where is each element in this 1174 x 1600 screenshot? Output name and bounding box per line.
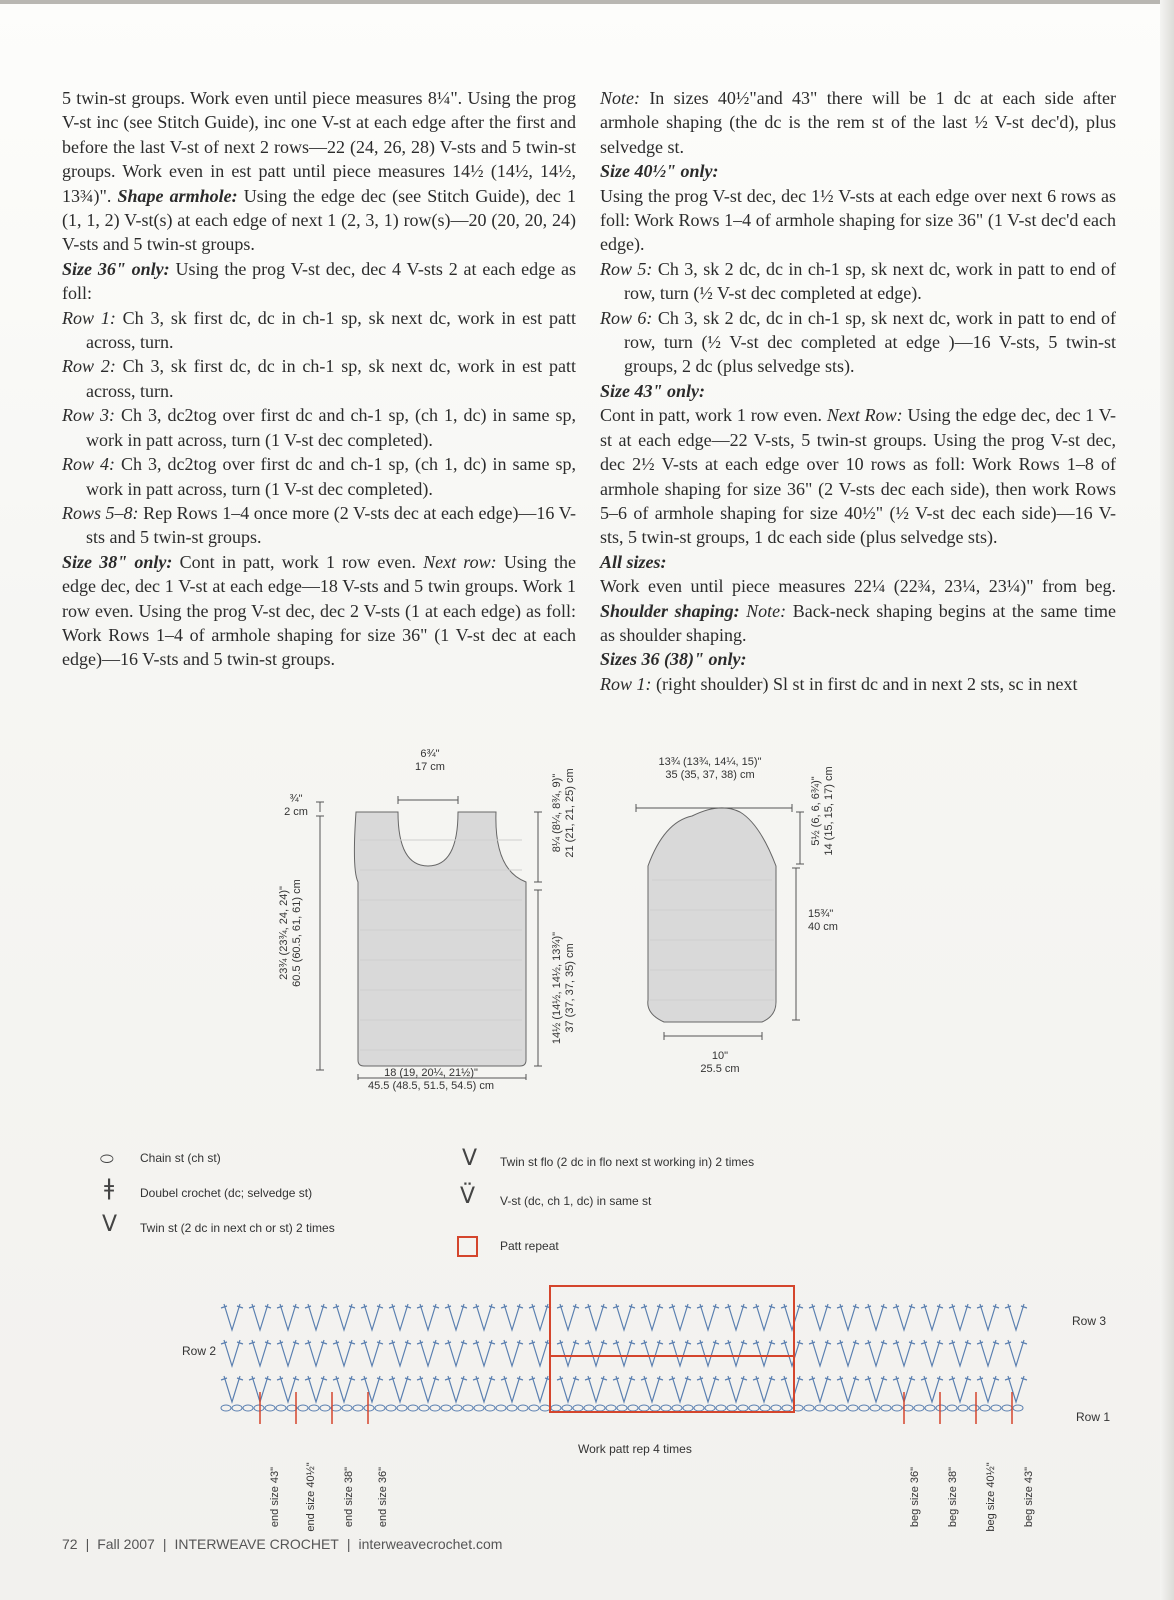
v-stitch xyxy=(837,1376,859,1402)
instruction-row: Row 3: Ch 3, dc2tog over first dc and ch-1 sp, (ch 1, dc) in same sp, work in patt across, turn (1 V-st dec completed). xyxy=(62,405,577,450)
v-stitch xyxy=(277,1304,299,1330)
stitch-chart xyxy=(220,1284,1060,1454)
v-stitch xyxy=(697,1340,719,1366)
v-stitch xyxy=(725,1340,747,1366)
v-stitch xyxy=(921,1304,943,1330)
v-stitch xyxy=(753,1376,775,1402)
chain-stitch xyxy=(397,1405,407,1411)
v-stitch xyxy=(305,1304,327,1330)
chain-stitch xyxy=(969,1405,979,1411)
v-stitch xyxy=(613,1376,635,1402)
legend-chain: Chain st (ch st) xyxy=(140,1151,221,1165)
sleeve-schematic xyxy=(620,780,820,1050)
chain-stitch xyxy=(518,1405,528,1411)
chain-stitch xyxy=(1002,1405,1012,1411)
chain-stitch xyxy=(705,1405,715,1411)
neck-width-label: 6¾" 17 cm xyxy=(415,748,445,773)
footer-url: interweavecrochet.com xyxy=(358,1536,503,1552)
shoulder-label: ¾" 2 cm xyxy=(284,793,308,818)
v-stitch xyxy=(977,1340,999,1366)
chain-stitch xyxy=(441,1405,451,1411)
size-heading: Sizes 36 (38)" only: xyxy=(600,649,747,670)
chain-stitch xyxy=(232,1405,242,1411)
sleeve-cap-label: 5½ (6, 6, 6¾)" 14 (15, 15, 17) cm xyxy=(810,766,835,856)
v-st-icon: V̈ xyxy=(460,1184,476,1209)
v-stitch xyxy=(361,1376,383,1402)
legend-twin-flo: Twin st flo (2 dc in flo next st working in) 2 times xyxy=(500,1155,755,1169)
end-size-label: end size 43" xyxy=(269,1466,281,1528)
v-stitch xyxy=(445,1304,467,1330)
v-stitch xyxy=(305,1340,327,1366)
chain-stitch xyxy=(782,1405,792,1411)
side-length-label: 14½ (14½, 14½, 13¾)" 37 (37, 37, 35) cm xyxy=(551,931,576,1045)
chain-stitch xyxy=(474,1405,484,1411)
chain-stitch xyxy=(848,1405,858,1411)
chain-stitch xyxy=(342,1405,352,1411)
v-stitch xyxy=(725,1376,747,1402)
v-stitch xyxy=(949,1304,971,1330)
v-stitch xyxy=(865,1376,887,1402)
sleeve-shape xyxy=(648,808,776,1022)
chain-stitch xyxy=(738,1405,748,1411)
beg-size-label: beg size 36" xyxy=(909,1466,921,1528)
repeat-label: Work patt rep 4 times xyxy=(578,1442,692,1456)
end-size-label: end size 40½" xyxy=(305,1462,317,1532)
chain-stitch xyxy=(958,1405,968,1411)
chain-stitch xyxy=(771,1405,781,1411)
v-stitch xyxy=(333,1304,355,1330)
paragraph: Cont in patt, work 1 row even. Next Row: Using the edge dec, dec 1 V-st at each edge—22 V-sts, 5 twin-st groups. Using the prog V-st dec, dec 2½ V-sts at each edge over 10 rows as foll: Work Rows 1–8 of armhole shaping for size 36" (2 V-sts dec each side), then work Rows 5–6 of armhole shaping for size 40½" (½ V-st dec each side)—16 V-sts, 5 twin-st groups, 1 dc each side (plus selvedge sts). xyxy=(600,405,1117,548)
sleeve-top-label: 13¾ (13¾, 14¼, 15)" 35 (35, 37, 38) cm xyxy=(658,756,762,781)
instruction-row: Row 1: Ch 3, sk first dc, dc in ch-1 sp, sk next dc, work in est patt across, turn. xyxy=(62,307,576,353)
v-stitch xyxy=(921,1340,943,1366)
v-stitch xyxy=(333,1376,355,1402)
chain-stitch xyxy=(837,1405,847,1411)
v-stitch xyxy=(697,1376,719,1402)
chain-stitch xyxy=(947,1405,957,1411)
beg-size-label: beg size 40½" xyxy=(985,1462,997,1532)
v-stitch xyxy=(669,1304,691,1330)
paragraph: Note: In sizes 40½"and 43" there will be 1 dc at each side after armhole shaping (the dc is the rem st of the last ½ V-st dec'd), plus selvedge st. xyxy=(600,88,1117,157)
paragraph: Size 36" only: Using the prog V-st dec, dec 4 V-sts 2 at each edge as foll: xyxy=(62,258,576,304)
size-heading: Size 40½" only: xyxy=(600,161,719,182)
v-stitch xyxy=(501,1304,523,1330)
v-stitch xyxy=(613,1304,635,1330)
paragraph: Size 38" only: Cont in patt, work 1 row even. Next row: Using the edge dec, dec 1 V-st at each edge—18 V-sts and 5 twin groups. Work 1 row even. Using the prog V-st dec, dec 2 V-sts (1 at each edge) as foll: Work Rows 1–4 of armhole shaping for size 36" (1 V-st dec at each edge)—16 V-sts and 5 twin-st groups. xyxy=(62,551,577,670)
v-stitch xyxy=(557,1376,579,1402)
v-stitch xyxy=(613,1340,635,1366)
v-stitch xyxy=(753,1304,775,1330)
row-2-label: Row 2 xyxy=(182,1344,217,1358)
body-schematic xyxy=(300,780,560,1080)
v-stitch xyxy=(893,1304,915,1330)
row-1-label: Row 1 xyxy=(1076,1410,1111,1424)
v-stitch xyxy=(781,1340,803,1366)
chain-stitch xyxy=(463,1405,473,1411)
v-stitch xyxy=(277,1340,299,1366)
chain-stitch xyxy=(991,1405,1001,1411)
v-stitch xyxy=(641,1376,663,1402)
v-stitch xyxy=(389,1304,411,1330)
instruction-row: Row 2: Ch 3, sk first dc, dc in ch-1 sp, sk next dc, work in est patt across, turn. xyxy=(62,356,576,401)
v-stitch xyxy=(809,1340,831,1366)
chain-stitch xyxy=(716,1405,726,1411)
chain-stitch xyxy=(386,1405,396,1411)
chain-stitch xyxy=(430,1405,440,1411)
v-stitch xyxy=(389,1340,411,1366)
v-stitch xyxy=(837,1340,859,1366)
chain-stitch xyxy=(551,1405,561,1411)
paragraph: 5 twin-st groups. Work even until piece measures 8¼". Using the prog V-st inc (see Stitch Guide), inc one V-st at each edge after the first and before the last V-st of next 2 rows—22 (24, 26, 28) V-sts and 5 twin-st groups. Work even in est patt until piece measures 14½ (14½, 14½, 13¾)". Shape armhole: Using the edge dec (see Stitch Guide), dec 1 (1, 1, 2) V-st(s) at each edge of next 1 (2, 3, 1) row(s)—20 (20, 20, 24) V-sts and 5 twin-st groups. xyxy=(62,88,577,255)
chain-stitch xyxy=(298,1405,308,1411)
chain-stitch xyxy=(628,1405,638,1411)
paragraph: Work even until piece measures 22¼ (22¾, 23¼, 23¼)" from beg. Shoulder shaping: Note: Back-neck shaping begins at the same time as shoulder shaping. xyxy=(600,576,1116,645)
v-stitch xyxy=(529,1340,551,1366)
v-stitch xyxy=(585,1340,607,1366)
v-stitch xyxy=(1005,1304,1027,1330)
chain-stitch xyxy=(661,1405,671,1411)
patt-repeat-icon xyxy=(457,1236,478,1257)
chain-stitch xyxy=(243,1405,253,1411)
legend-vst: V-st (dc, ch 1, dc) in same st xyxy=(500,1194,652,1208)
chain-stitch xyxy=(540,1405,550,1411)
row-3-label: Row 3 xyxy=(1072,1314,1107,1328)
size-heading: Size 43" only: xyxy=(600,380,705,401)
chain-stitch xyxy=(320,1405,330,1411)
v-stitch xyxy=(361,1304,383,1330)
v-stitch xyxy=(697,1304,719,1330)
chain-stitch xyxy=(254,1405,264,1411)
v-stitch xyxy=(585,1376,607,1402)
v-stitch xyxy=(949,1376,971,1402)
chain-stitch xyxy=(760,1405,770,1411)
v-stitch xyxy=(977,1376,999,1402)
instruction-row: Rows 5–8: Rep Rows 1–4 once more (2 V-sts dec at each edge)—16 V-sts and 5 twin-st groups. xyxy=(62,502,576,548)
twin-st-flo-icon: V xyxy=(462,1146,478,1171)
instruction-row: Row 4: Ch 3, dc2tog over first dc and ch-1 sp, (ch 1, dc) in same sp, work in patt across, turn (1 V-st dec completed). xyxy=(62,454,577,499)
chain-stitch xyxy=(221,1405,231,1411)
patt-repeat-box xyxy=(550,1356,794,1412)
chain-stitch xyxy=(683,1405,693,1411)
v-stitch xyxy=(865,1340,887,1366)
v-stitch xyxy=(529,1376,551,1402)
v-stitch xyxy=(585,1304,607,1330)
length-label: 23¾ (23¾, 24, 24)" 60.5 (60.5, 61, 61) cm xyxy=(278,879,303,987)
chain-stitch xyxy=(584,1405,594,1411)
v-stitch xyxy=(389,1376,411,1402)
v-stitch xyxy=(249,1340,271,1366)
chain-stitch xyxy=(749,1405,759,1411)
chain-stitch xyxy=(914,1405,924,1411)
legend-patt-repeat: Patt repeat xyxy=(500,1239,559,1253)
instruction-row: Row 5: Ch 3, sk 2 dc, dc in ch-1 sp, sk next dc, work in patt to end of row, turn (½ V-st dec completed at edge). xyxy=(600,258,1117,304)
chain-stitch xyxy=(815,1405,825,1411)
v-stitch xyxy=(557,1340,579,1366)
chain-stitch xyxy=(826,1405,836,1411)
right-column xyxy=(600,86,1116,696)
chain-stitch xyxy=(892,1405,902,1411)
issue: Fall 2007 xyxy=(97,1536,155,1552)
width-label: 18 (19, 20¼, 21½)" 45.5 (48.5, 51.5, 54.5) cm xyxy=(368,1067,494,1092)
chain-stitch xyxy=(375,1405,385,1411)
chain-stitch xyxy=(364,1405,374,1411)
v-stitch xyxy=(501,1340,523,1366)
sleeve-bottom-label: 10" 25.5 cm xyxy=(700,1050,740,1075)
chain-stitch xyxy=(694,1405,704,1411)
v-stitch xyxy=(669,1376,691,1402)
chain-stitch xyxy=(276,1405,286,1411)
top-edge xyxy=(0,0,1174,4)
v-stitch xyxy=(529,1304,551,1330)
page-edge xyxy=(1160,0,1174,1600)
v-stitch xyxy=(1005,1340,1027,1366)
v-stitch xyxy=(781,1376,803,1402)
legend-twin: Twin st (2 dc in next ch or st) 2 times xyxy=(140,1221,335,1235)
chain-icon: ⬭ xyxy=(100,1149,114,1168)
paragraph: Using the prog V-st dec, dec 1½ V-sts at each edge over next 6 rows as foll: Work Rows 1–4 of armhole shaping for size 36" (1 V-st dec'd each edge). xyxy=(600,185,1116,255)
page-number: 72 xyxy=(62,1536,78,1552)
chain-stitch xyxy=(485,1405,495,1411)
chain-stitch xyxy=(606,1405,616,1411)
chain-stitch xyxy=(265,1405,275,1411)
v-stitch xyxy=(221,1340,243,1366)
sleeve-length-label: 15¾" 40 cm xyxy=(808,908,838,933)
v-stitch xyxy=(445,1376,467,1402)
double-crochet-icon: ǂ xyxy=(104,1176,115,1201)
v-stitch xyxy=(501,1376,523,1402)
chain-stitch xyxy=(936,1405,946,1411)
magazine: INTERWEAVE CROCHET xyxy=(174,1536,339,1552)
chain-stitch xyxy=(650,1405,660,1411)
legend-dc: Doubel crochet (dc; selvedge st) xyxy=(140,1186,313,1200)
chain-stitch xyxy=(452,1405,462,1411)
chain-stitch xyxy=(617,1405,627,1411)
chain-stitch xyxy=(309,1405,319,1411)
chain-stitch xyxy=(353,1405,363,1411)
v-stitch xyxy=(221,1376,243,1402)
chain-stitch xyxy=(1013,1405,1023,1411)
v-stitch xyxy=(445,1340,467,1366)
v-stitch xyxy=(949,1340,971,1366)
v-stitch xyxy=(781,1304,803,1330)
v-stitch xyxy=(893,1340,915,1366)
chain-stitch xyxy=(419,1405,429,1411)
v-stitch xyxy=(221,1304,243,1330)
chain-stitch xyxy=(529,1405,539,1411)
v-stitch xyxy=(417,1340,439,1366)
chain-stitch xyxy=(870,1405,880,1411)
v-stitch xyxy=(557,1304,579,1330)
body-shape xyxy=(354,812,526,1066)
chain-stitch xyxy=(804,1405,814,1411)
v-stitch xyxy=(977,1304,999,1330)
v-stitch xyxy=(1005,1376,1027,1402)
v-stitch xyxy=(333,1340,355,1366)
v-stitch xyxy=(361,1340,383,1366)
chain-stitch xyxy=(573,1405,583,1411)
chain-stitch xyxy=(881,1405,891,1411)
v-stitch xyxy=(473,1376,495,1402)
end-size-label: end size 38" xyxy=(343,1466,355,1528)
v-stitch xyxy=(417,1304,439,1330)
v-stitch xyxy=(641,1340,663,1366)
beg-size-label: beg size 38" xyxy=(947,1466,959,1528)
left-column xyxy=(62,86,576,672)
chain-stitch xyxy=(980,1405,990,1411)
instruction-row: Row 1: (right shoulder) Sl st in first dc and in next 2 sts, sc in next xyxy=(600,673,1078,694)
v-stitch xyxy=(641,1304,663,1330)
armhole-label: 8¼ (8¼, 8¾, 9)" 21 (21, 21, 25) cm xyxy=(551,768,576,858)
v-stitch xyxy=(473,1304,495,1330)
size-heading: All sizes: xyxy=(600,551,667,572)
chain-stitch xyxy=(727,1405,737,1411)
end-size-label: end size 36" xyxy=(377,1466,389,1528)
v-stitch xyxy=(305,1376,327,1402)
v-stitch xyxy=(753,1340,775,1366)
v-stitch xyxy=(417,1376,439,1402)
v-stitch xyxy=(473,1340,495,1366)
beg-size-label: beg size 43" xyxy=(1023,1466,1035,1528)
v-stitch xyxy=(249,1304,271,1330)
chain-stitch xyxy=(639,1405,649,1411)
chain-stitch xyxy=(562,1405,572,1411)
v-stitch xyxy=(865,1304,887,1330)
chain-stitch xyxy=(859,1405,869,1411)
v-stitch xyxy=(725,1304,747,1330)
twin-st-icon: V xyxy=(102,1212,118,1237)
chain-stitch xyxy=(925,1405,935,1411)
chain-stitch xyxy=(496,1405,506,1411)
v-stitch xyxy=(837,1304,859,1330)
instruction-row: Row 6: Ch 3, sk 2 dc, dc in ch-1 sp, sk next dc, work in patt to end of row, turn (½ V-st dec completed at edge )—16 V-sts, 5 twin-st groups, 2 dc (plus selvedge sts). xyxy=(600,307,1117,377)
footer: 72 | Fall 2007 | INTERWEAVE CROCHET | interweavecrochet.com xyxy=(62,1536,503,1552)
chain-stitch xyxy=(408,1405,418,1411)
chain-stitch xyxy=(507,1405,517,1411)
chain-stitch xyxy=(672,1405,682,1411)
v-stitch xyxy=(669,1340,691,1366)
chain-stitch xyxy=(595,1405,605,1411)
v-stitch xyxy=(809,1376,831,1402)
v-stitch xyxy=(809,1304,831,1330)
